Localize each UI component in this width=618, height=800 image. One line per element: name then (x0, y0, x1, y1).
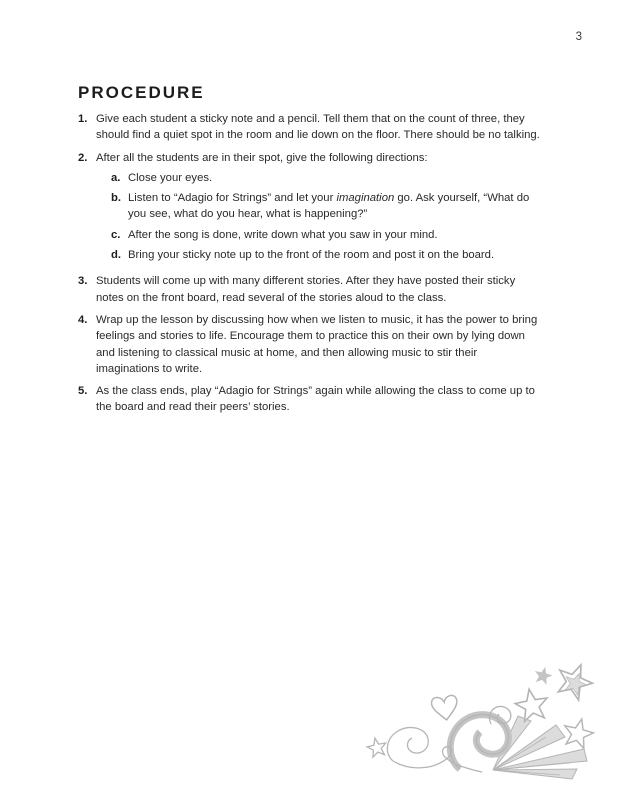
text-segment: Students will come up with many different stories. After they have posted their sticky notes on the front board, read several of the stories aloud to the class. (96, 275, 516, 304)
item-body (96, 312, 542, 377)
item-marker: 5. (78, 385, 88, 398)
subitem-text (128, 227, 540, 243)
procedure-item (78, 312, 546, 377)
text-segment: As the class ends, play “Adagio for Strings” again while allowing the class to come up to the board and read their peers’ stories. (96, 385, 535, 414)
text-segment: Listen to “Adagio for Strings” and let your (128, 192, 337, 205)
item-body (96, 273, 542, 306)
item-marker: 3. (78, 275, 88, 288)
text-segment: Bring your sticky note up to the front of the room and post it on the board. (128, 249, 495, 262)
item-text (96, 312, 542, 377)
stars-swirl-doodle-icon (360, 640, 600, 796)
procedure-subitem (96, 170, 542, 186)
item-body (96, 111, 542, 144)
item-text (96, 111, 542, 144)
text-segment: Give each student a sticky note and a pencil. Tell them that on the count of three, they should find a quiet spot in the room and lie down on the floor. There should be no talking. (96, 113, 540, 142)
subitem-text (128, 190, 540, 223)
item-text (96, 150, 542, 166)
subitem-marker: b. (111, 192, 122, 205)
text-segment: After the song is done, write down what you saw in your mind. (128, 228, 438, 241)
item-marker: 2. (78, 151, 88, 164)
procedure-item (78, 111, 546, 144)
subitem-text (128, 247, 540, 263)
text-segment: go. Ask yourself, “What do you see, what do you hear, what is happening?” (128, 192, 530, 221)
procedure-item (78, 273, 546, 306)
item-body (96, 150, 542, 268)
page-title: PROCEDURE (78, 83, 205, 102)
subitem-marker: c. (111, 228, 121, 241)
text-segment: Wrap up the lesson by discussing how when we listen to music, it has the power to bring feelings and stories to life. Encourage them to practice this on their own by lying down and listening to classical music at home, and then allowing music to stir their imaginations to write. (96, 313, 538, 375)
item-text (96, 383, 542, 416)
subitem-marker: a. (111, 171, 121, 184)
procedure-item (78, 150, 546, 268)
procedure-list (78, 111, 546, 422)
item-marker: 1. (78, 113, 88, 125)
subitem-text (128, 170, 540, 186)
text-segment: Close your eyes. (128, 171, 213, 184)
item-text (96, 273, 542, 306)
text-segment: After all the students are in their spot, give the following directions: (96, 151, 428, 164)
procedure-item (78, 383, 546, 416)
italic-text-segment: imagination (336, 192, 395, 205)
page-number: 3 (575, 31, 582, 43)
item-marker: 4. (78, 313, 88, 326)
procedure-subitem (96, 247, 542, 263)
procedure-sublist (96, 170, 542, 263)
subitem-marker: d. (111, 249, 122, 262)
procedure-subitem (96, 190, 542, 223)
item-body (96, 383, 542, 416)
procedure-subitem (96, 227, 542, 243)
